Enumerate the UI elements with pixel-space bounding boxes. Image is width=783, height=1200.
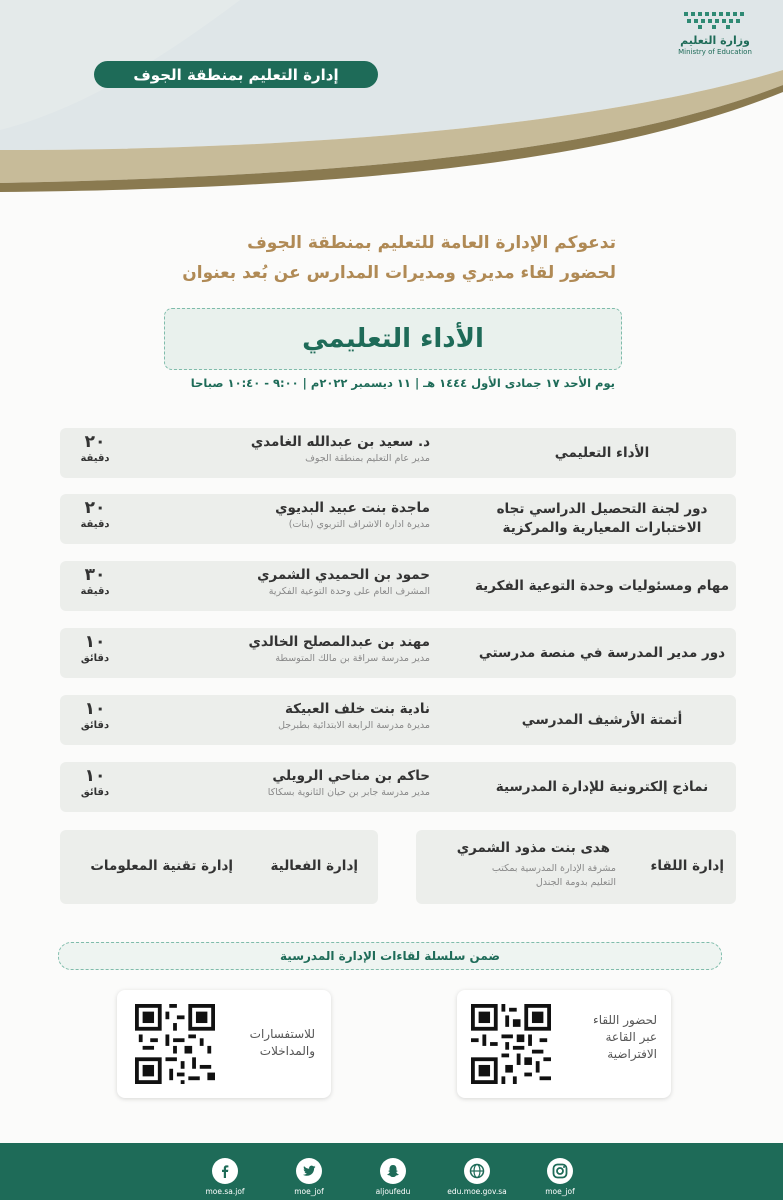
invitation-line-1: تدعوكم الإدارة العامة للتعليم بمنطقة الجوف xyxy=(247,233,616,253)
agenda-topic: مهام ومسئوليات وحدة التوعية الفكرية xyxy=(474,577,730,594)
speaker-name: نادية بنت خلف العبيكة xyxy=(285,701,430,717)
speaker-role: مدير عام التعليم بمنطقة الجوف xyxy=(305,453,430,464)
duration-unit: دقيقة xyxy=(80,586,110,597)
agenda-duration xyxy=(60,762,130,812)
meeting-title: الأداء التعليمي xyxy=(164,308,622,370)
agenda-topic: نماذج إلكترونية للإدارة المدرسية xyxy=(495,778,709,795)
agenda-topic: أتمتة الأرشيف المدرسي xyxy=(521,711,683,728)
agenda-row xyxy=(60,494,736,544)
agenda-row xyxy=(60,428,736,478)
ministry-name-ar: وزارة التعليم xyxy=(680,34,750,47)
speaker-role: المشرف العام على وحدة التوعية الفكرية xyxy=(268,586,430,597)
inquiries-text: للاستفسارات والمداخلات xyxy=(249,1027,315,1058)
agenda-topic: الأداء التعليمي xyxy=(554,444,650,461)
series-banner: ضمن سلسلة لقاءات الإدارة المدرسية xyxy=(58,942,722,970)
speaker-role: مدير مدرسة سراقة بن مالك المتوسطة xyxy=(275,653,430,664)
instagram-handle[interactable]: moe_jof xyxy=(545,1187,575,1196)
ministry-logo-icon xyxy=(682,10,748,30)
duration-unit: دقائق xyxy=(80,720,110,731)
speaker-name: ماجدة بنت عبيد البديوي xyxy=(275,500,430,516)
agenda-speaker xyxy=(130,494,442,544)
ministry-logo xyxy=(660,10,770,64)
invitation-line-2: لحضور لقاء مديري ومديرات المدارس عن بُعد بعنوان xyxy=(182,263,616,283)
twitter-icon[interactable] xyxy=(296,1158,322,1184)
duration-value: ٢٠ xyxy=(84,498,106,518)
speaker-name: د. سعيد بن عبدالله الغامدي xyxy=(250,434,430,450)
it-department: إدارة تقنية المعلومات xyxy=(90,858,233,874)
attend-qr-card xyxy=(457,990,671,1098)
agenda-row xyxy=(60,762,736,812)
agenda-speaker xyxy=(130,428,442,478)
snapchat-handle[interactable]: aljoufedu xyxy=(375,1187,411,1196)
agenda-speaker xyxy=(130,561,442,611)
duration-value: ١٠ xyxy=(84,766,106,786)
duration-value: ٣٠ xyxy=(84,565,106,585)
agenda-topic: دور لجنة التحصيل الدراسي تجاه الاختبارات المعيارية والمركزية xyxy=(496,501,708,536)
duration-value: ١٠ xyxy=(84,699,106,719)
website-icon[interactable] xyxy=(464,1158,490,1184)
speaker-name: مهند بن عبدالمصلح الخالدي xyxy=(248,634,430,650)
instagram-icon[interactable] xyxy=(547,1158,573,1184)
qr-code-icon[interactable] xyxy=(135,1004,215,1084)
management-label: إدارة اللقاء xyxy=(650,858,724,874)
twitter-handle[interactable]: moe_jof xyxy=(294,1187,324,1196)
speaker-role: مدير مدرسة جابر بن حيان الثانوية بسكاكا xyxy=(267,787,430,798)
speaker-name: حاكم بن مناحي الرويلي xyxy=(272,768,430,784)
ministry-name-en: Ministry of Education xyxy=(678,48,752,56)
duration-value: ٢٠ xyxy=(84,432,106,452)
event-department: إدارة الفعالية xyxy=(270,858,358,874)
duration-unit: دقيقة xyxy=(80,519,110,530)
agenda-duration xyxy=(60,494,130,544)
qr-code-icon[interactable] xyxy=(471,1004,551,1084)
agenda-speaker xyxy=(130,695,442,745)
agenda-duration xyxy=(60,561,130,611)
agenda-speaker xyxy=(130,628,442,678)
agenda-speaker xyxy=(130,762,442,812)
agenda-row xyxy=(60,561,736,611)
attend-instructions: لحضور اللقاء عبر القاعة الافتراضية xyxy=(593,1013,657,1061)
speaker-role: مديرة مدرسة الرابعة الابتدائية بطبرجل xyxy=(278,720,430,731)
duration-value: ١٠ xyxy=(84,632,106,652)
agenda-topic: دور مدير المدرسة في منصة مدرستي xyxy=(478,644,726,661)
moderator-role: مشرفة الإدارة المدرسية بمكتب التعليم بدومة الجندل xyxy=(491,863,616,888)
agenda-duration xyxy=(60,628,130,678)
departments-box xyxy=(60,830,378,904)
website-url[interactable]: edu.moe.gov.sa xyxy=(447,1187,507,1196)
agenda-duration xyxy=(60,695,130,745)
meeting-date: يوم الأحد ١٧ جمادى الأول ١٤٤٤ هـ | ١١ ديسمبر ٢٠٢٢م | ٩:٠٠ - ١٠:٤٠ صباحا xyxy=(190,376,615,390)
meeting-management-box xyxy=(416,830,736,904)
agenda-row xyxy=(60,628,736,678)
duration-unit: دقائق xyxy=(80,653,110,664)
speaker-role: مديرة ادارة الاشراف التربوي (بنات) xyxy=(288,519,430,530)
duration-unit: دقائق xyxy=(80,787,110,798)
invitation-text xyxy=(116,228,616,288)
facebook-handle[interactable]: moe.sa.jof xyxy=(205,1187,245,1196)
inquiries-qr-card xyxy=(117,990,331,1098)
agenda-row xyxy=(60,695,736,745)
snapchat-icon[interactable] xyxy=(380,1158,406,1184)
speaker-name: حمود بن الحميدي الشمري xyxy=(257,567,430,583)
agenda-duration xyxy=(60,428,130,478)
moderator-name: هدى بنت مذود الشمري xyxy=(456,840,610,856)
facebook-icon[interactable] xyxy=(212,1158,238,1184)
region-pill: إدارة التعليم بمنطقة الجوف xyxy=(94,61,378,88)
duration-unit: دقيقة xyxy=(80,453,110,464)
